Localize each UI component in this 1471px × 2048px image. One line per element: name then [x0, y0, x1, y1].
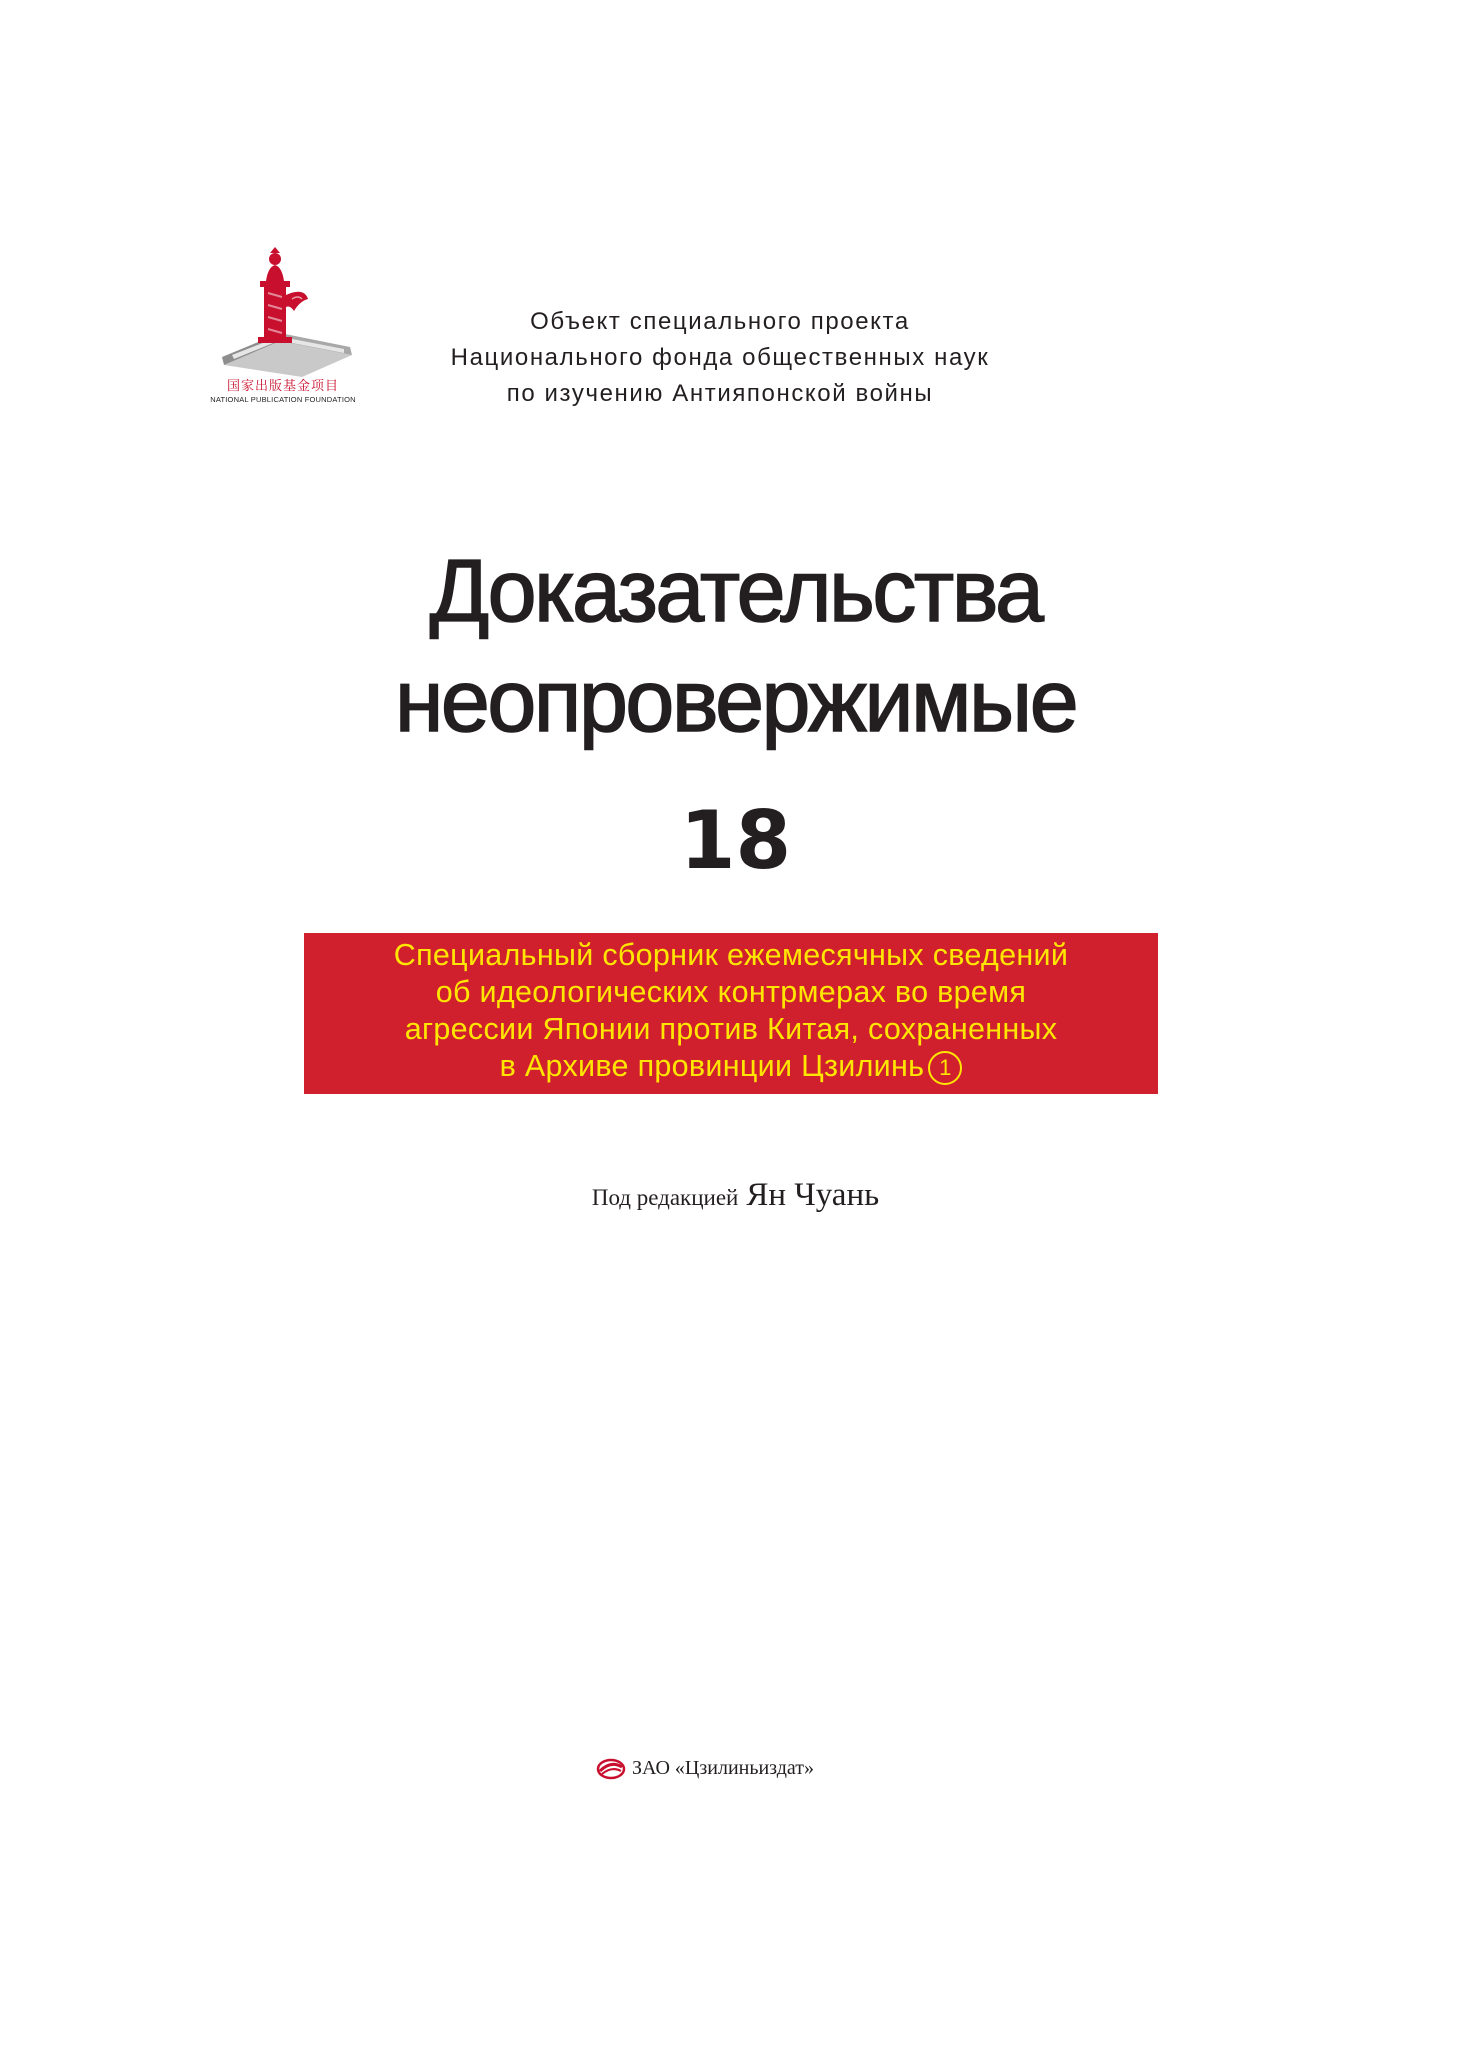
logo-caption-chinese: 国家出版基金项目 — [226, 379, 339, 394]
part-number-badge: 1 — [928, 1051, 962, 1085]
book-title-line-1: Доказательства — [429, 541, 1042, 640]
editor-credit — [0, 1177, 1471, 1214]
subtitle-line-3: агрессии Японии против Китая, сохраненных — [404, 1012, 1058, 1046]
project-line-3: по изучению Антияпонской войны — [506, 380, 934, 407]
editor-label: Под редакцией — [591, 1185, 739, 1210]
project-description — [380, 304, 1060, 412]
subtitle-banner — [304, 933, 1158, 1094]
volume-number: 18 — [679, 794, 792, 887]
publisher — [596, 1753, 814, 1783]
subtitle-line-4-text: в Архиве провинции Цзилинь — [499, 1049, 925, 1083]
publisher-name: ЗАО «Цзилиньиздат» — [632, 1757, 814, 1779]
book-title — [0, 536, 1471, 756]
subtitle-line-1: Специальный сборник ежемесячных сведений — [393, 938, 1069, 972]
project-line-2: Национального фонда общественных наук — [450, 344, 990, 371]
project-line-1: Объект специального проекта — [530, 308, 910, 335]
subtitle-text — [304, 937, 1158, 1085]
national-publication-foundation-emblem-icon — [212, 245, 362, 380]
book-title-line-2: неопровержимые — [394, 651, 1077, 750]
publisher-logo-icon — [596, 1758, 626, 1780]
editor-name: Ян Чуань — [746, 1177, 880, 1213]
subtitle-line-2: об идеологических контрмерах во время — [435, 975, 1027, 1009]
subtitle-line-4 — [304, 1048, 1158, 1085]
logo-caption-english: NATIONAL PUBLICATION FOUNDATION — [210, 395, 356, 404]
